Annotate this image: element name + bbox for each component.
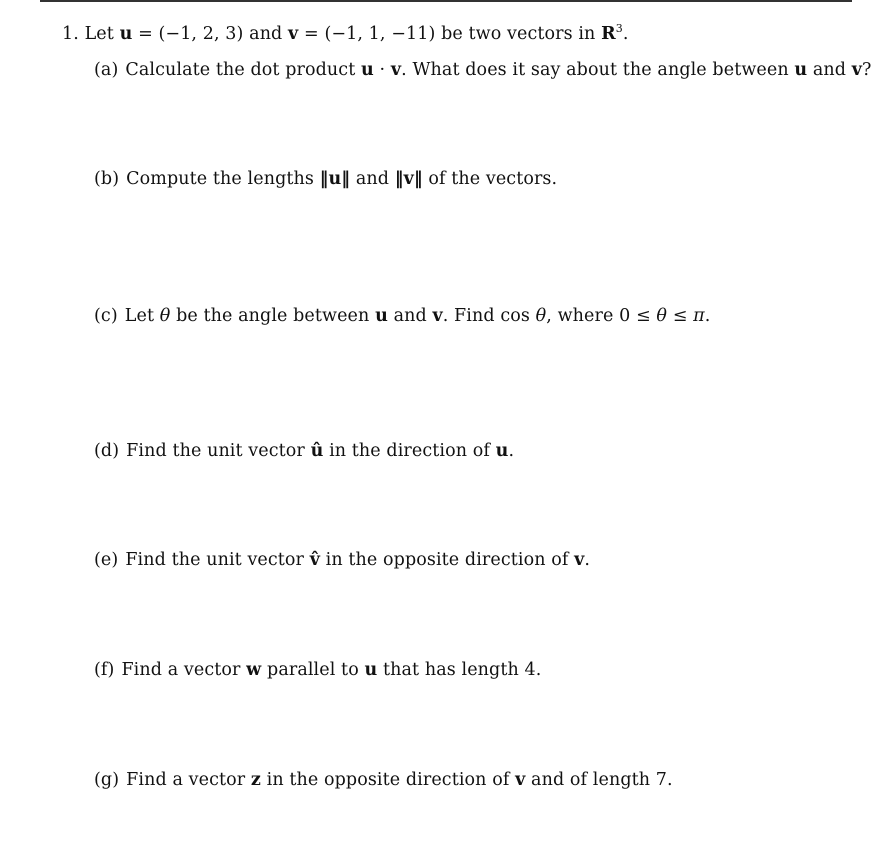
text-span: be the angle between: [176, 306, 370, 326]
text-span: u: [361, 60, 374, 80]
part-f: [94, 660, 541, 680]
text-span: . Find cos: [442, 306, 530, 326]
text-span: and: [393, 306, 427, 326]
text-span: ‖v‖: [394, 169, 423, 189]
text-span: ·: [379, 60, 386, 80]
text-span: parallel to: [267, 660, 359, 680]
part-g: [94, 770, 673, 790]
text-span: Calculate the dot product: [125, 60, 356, 80]
text-span: be two vectors in: [441, 24, 596, 44]
text-span: v: [432, 306, 443, 326]
text-span: Find the unit vector: [126, 441, 305, 461]
part-b: [94, 169, 557, 189]
text-span: v: [390, 60, 402, 80]
text-span: û: [310, 441, 324, 461]
text-span: in the opposite direction of: [266, 770, 510, 790]
text-span: z: [250, 770, 261, 790]
text-span: θ: [656, 306, 668, 326]
text-span: Find a vector: [126, 770, 246, 790]
text-span: (c): [94, 306, 118, 326]
text-span: (d): [94, 441, 120, 461]
text-span: (b): [94, 169, 120, 189]
text-span: θ: [159, 306, 171, 326]
text-span: (a): [94, 60, 119, 80]
text-span: .: [622, 24, 629, 44]
text-span: u: [119, 24, 133, 44]
text-span: u: [794, 60, 808, 80]
text-span: that has length 4.: [383, 660, 542, 680]
text-span: w: [246, 660, 262, 680]
text-span: ≤: [672, 306, 688, 326]
part-e: [94, 550, 590, 570]
text-span: What does it say about the angle between: [412, 60, 789, 80]
top-rule: [40, 0, 852, 2]
text-span: .: [508, 441, 515, 461]
text-span: =: [138, 24, 153, 44]
text-span: Let: [124, 306, 155, 326]
text-span: u: [495, 441, 509, 461]
text-span: of the vectors.: [428, 169, 558, 189]
text-span: (−1, 2, 3): [158, 24, 244, 44]
part-c: [94, 306, 710, 326]
text-span: π: [693, 306, 705, 326]
text-span: u: [364, 660, 378, 680]
text-span: R: [601, 24, 616, 44]
text-span: and: [812, 60, 847, 80]
text-span: and: [355, 169, 390, 189]
text-span: Find the unit vector: [125, 550, 305, 570]
part-a: (a) Calculate the dot product u · v. What does it say about the angle between u and v?: [94, 60, 872, 80]
text-span: v: [851, 60, 863, 80]
text-span: ?: [862, 60, 872, 80]
text-span: Compute the lengths: [126, 169, 314, 189]
text-span: v: [574, 550, 585, 570]
text-span: Find a vector: [121, 660, 241, 680]
text-span: (−1, 1, −11): [324, 24, 436, 44]
part-d: [94, 441, 514, 461]
text-span: .: [584, 550, 591, 570]
text-span: Let: [84, 24, 114, 44]
text-span: (f): [94, 660, 115, 680]
text-span: (e): [94, 550, 119, 570]
text-span: and: [249, 24, 283, 44]
text-span: in the direction of: [329, 441, 490, 461]
text-span: in the opposite direction of: [325, 550, 569, 570]
text-span: =: [304, 24, 319, 44]
problem-statement: [62, 22, 629, 44]
text-span: ‖u‖: [319, 169, 351, 189]
text-span: , where 0 ≤: [546, 306, 651, 326]
text-span: v̂: [309, 550, 320, 570]
text-span: .: [704, 306, 711, 326]
text-span: u: [375, 306, 388, 326]
text-span: and of length 7.: [531, 770, 673, 790]
text-span: v: [515, 770, 526, 790]
text-span: 3: [615, 22, 623, 35]
real-space-symbol: [601, 24, 623, 44]
problem-number: 1.: [62, 24, 79, 44]
text-span: v: [288, 24, 299, 44]
text-span: (g): [94, 770, 120, 790]
text-span: θ: [535, 306, 547, 326]
